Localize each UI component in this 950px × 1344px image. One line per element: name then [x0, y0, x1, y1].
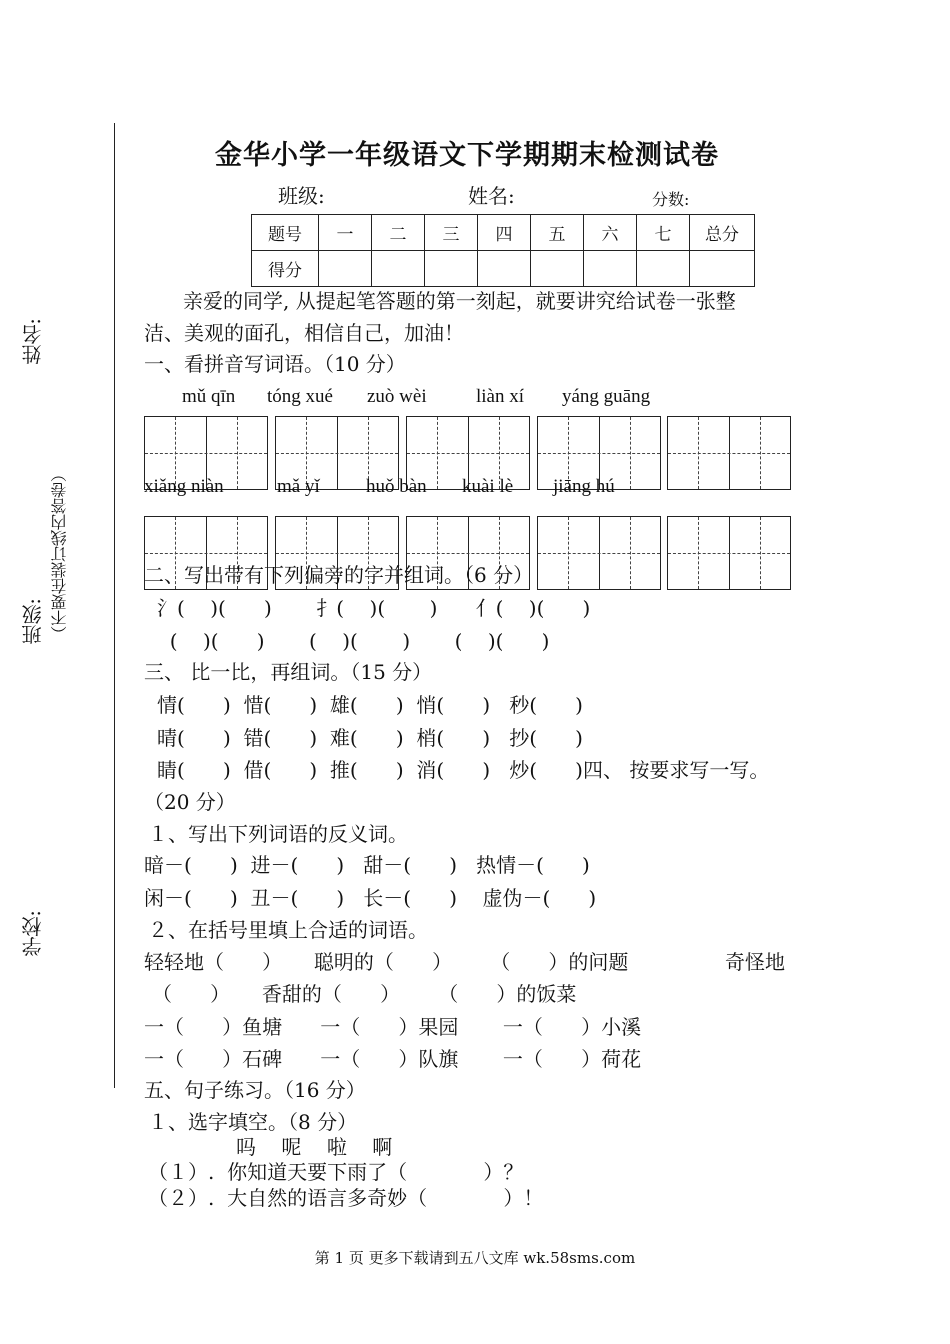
section-3-line-1: 情( ) 惜( ) 雄( ) 悄( ) 秒( ) [157, 693, 583, 717]
fill-line-3: 一（ ）鱼塘 一（ ）果园 一（ ）小溪 [144, 1015, 642, 1039]
score-input-cell[interactable] [531, 251, 584, 287]
name-field-label: 姓名: [468, 184, 515, 208]
pinyin: liàn xí [476, 386, 525, 407]
pinyin: huǒ bàn [366, 476, 427, 497]
section-3-heading: 三、 比一比，再组词。（15 分） [144, 660, 433, 684]
score-input-cell[interactable] [637, 251, 690, 287]
score-cell: 得分 [252, 251, 319, 287]
fill-line-4: 一（ ）石碑 一（ ）队旗 一（ ）荷花 [144, 1047, 642, 1071]
antonym-line-1: 暗－( ) 进－( ) 甜－( ) 热情－( ) [144, 853, 590, 877]
score-cell: 题号 [252, 215, 319, 251]
pinyin: jiāng hú [553, 476, 615, 497]
section-4-q2: ２、在括号里填上合适的词语。 [148, 918, 428, 942]
fill-line-1-end: 奇怪地 [725, 950, 785, 974]
pinyin: zuò wèi [367, 386, 427, 407]
score-input-cell[interactable] [425, 251, 478, 287]
pinyin: kuài lè [462, 476, 514, 497]
score-table [251, 214, 755, 287]
section-4-points: （20 分） [144, 790, 236, 814]
section-2-line-1: 氵( )( ) 扌( )( ) 亻( )( ) [157, 596, 591, 620]
intro-line-1: 亲爱的同学, 从提起笔答题的第一刻起，就要讲究给试卷一张整 [183, 289, 736, 313]
score-table-score-row [252, 251, 755, 287]
section-5-heading: 五、句子练习。（16 分） [144, 1078, 366, 1102]
section-2-heading: 二、写出带有下列偏旁的字并组词。（6 分） [144, 563, 534, 587]
word-choices: 吗 呢 啦 啊 [236, 1135, 393, 1159]
class-field-label: 班级: [278, 184, 325, 208]
fill-line-1: 轻轻地（ ） 聪明的（ ） （ ）的问题 [144, 950, 629, 974]
section-3-line-2: 晴( ) 错( ) 难( ) 梢( ) 抄( ) [157, 726, 583, 750]
score-cell: 总分 [690, 215, 755, 251]
intro-line-2: 洁、美观的面孔，相信自己，加油！ [144, 321, 464, 345]
pinyin: tóng xué [267, 386, 333, 407]
section-2-line-2: ( )( ) ( )( ) ( )( ) [157, 629, 550, 653]
score-field-label: 分数: [652, 190, 690, 209]
score-input-cell[interactable] [584, 251, 637, 287]
score-cell: 七 [637, 215, 690, 251]
writing-grid[interactable] [667, 516, 791, 590]
pinyin: yáng guāng [562, 386, 651, 407]
score-cell: 二 [372, 215, 425, 251]
side-school-label: 学校: [21, 910, 45, 957]
side-class-label: 班级: [21, 598, 45, 645]
side-note: （不要在装订线内答卷） [50, 466, 69, 642]
score-input-cell[interactable] [478, 251, 531, 287]
section-4-q1: １、写出下列词语的反义词。 [148, 822, 408, 846]
section-3-line-3: 睛( ) 借( ) 推( ) 消( ) 炒( )四、 按要求写一写。 [157, 758, 770, 782]
page-footer: 第 1 页 更多下载请到五八文库 wk.58sms.com [314, 1249, 636, 1267]
score-input-cell[interactable] [690, 251, 755, 287]
page-title: 金华小学一年级语文下学期期末检测试卷 [215, 140, 719, 171]
section-1-heading: 一、看拼音写词语。（10 分） [144, 352, 406, 376]
score-input-cell[interactable] [319, 251, 372, 287]
side-name-label: 姓名: [21, 318, 45, 365]
antonym-line-2: 闲－( ) 丑－( ) 长－( ) 虚伪－( ) [144, 886, 597, 910]
fill-line-2: （ ） 香甜的（ ） （ ）的饭菜 [152, 982, 577, 1006]
binding-line [114, 123, 115, 1088]
section-5-q1: １、选字填空。（8 分） [148, 1110, 358, 1134]
score-cell: 五 [531, 215, 584, 251]
score-cell: 一 [319, 215, 372, 251]
score-cell: 六 [584, 215, 637, 251]
score-table-header-row [252, 215, 755, 251]
score-cell: 四 [478, 215, 531, 251]
writing-grid[interactable] [537, 516, 661, 590]
pinyin: mǔ qīn [182, 386, 236, 407]
pinyin: xiǎng niàn [144, 476, 224, 497]
pinyin: mǎ yǐ [277, 476, 320, 497]
score-input-cell[interactable] [372, 251, 425, 287]
sentence-item-1: （１）. 你知道天要下雨了（ ）？ [148, 1160, 524, 1184]
sentence-item-2: （２）. 大自然的语言多奇妙（ ）！ [148, 1186, 544, 1210]
score-cell: 三 [425, 215, 478, 251]
writing-grid[interactable] [667, 416, 791, 490]
